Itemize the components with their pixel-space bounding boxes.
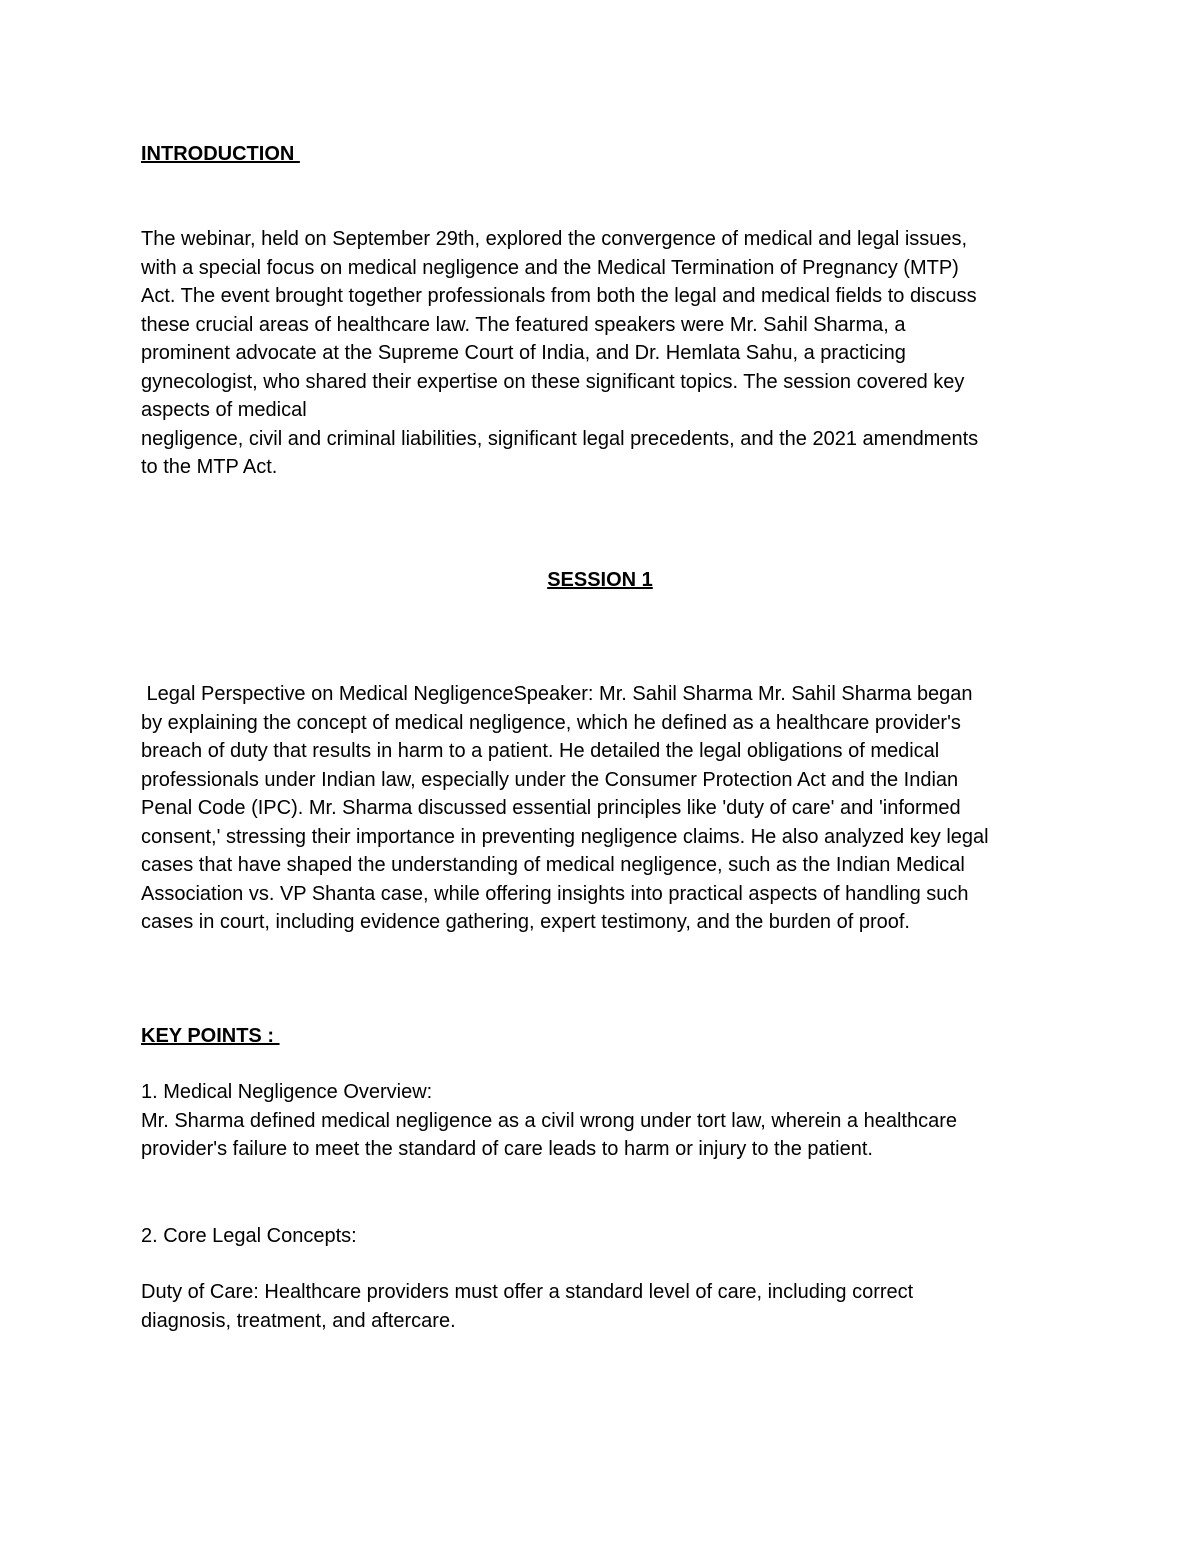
paragraph-line: cases in court, including evidence gathering, expert testimony, and the burden of proof. bbox=[141, 911, 910, 933]
paragraph-line: diagnosis, treatment, and aftercare. bbox=[141, 1309, 456, 1332]
paragraph-line: Association vs. VP Shanta case, while offering insights into practical aspects of handling such bbox=[141, 882, 969, 905]
session-1-heading bbox=[0, 566, 1200, 594]
paragraph-line: gynecologist, who shared their expertise on these significant topics. The session covered key bbox=[141, 370, 965, 393]
paragraph-line: with a special focus on medical negligence and the Medical Termination of Pregnancy (MTP) bbox=[141, 256, 959, 279]
paragraph-line: to the MTP Act. bbox=[141, 456, 278, 478]
paragraph-line: Duty of Care: Healthcare providers must offer a standard level of care, including correct bbox=[141, 1281, 914, 1303]
session-1-heading-text: SESSION 1 bbox=[547, 569, 653, 591]
introduction-paragraph bbox=[141, 225, 1071, 482]
paragraph-line: prominent advocate at the Supreme Court of India, and Dr. Hemlata Sahu, a practicing bbox=[141, 342, 906, 364]
paragraph-line: Act. The event brought together professionals from both the legal and medical fields to discuss bbox=[141, 285, 977, 307]
paragraph-line: The webinar, held on September 29th, explored the convergence of medical and legal issues, bbox=[141, 228, 968, 250]
paragraph-line: these crucial areas of healthcare law. The featured speakers were Mr. Sahil Sharma, a bbox=[141, 313, 906, 336]
paragraph-line: professionals under Indian law, especially under the Consumer Protection Act and the Indian bbox=[141, 768, 959, 791]
key-points-heading: KEY POINTS : bbox=[141, 1025, 280, 1047]
key-point-2-body bbox=[141, 1278, 1071, 1335]
paragraph-line: aspects of medical bbox=[141, 399, 307, 421]
key-point-title: 1. Medical Negligence Overview: bbox=[141, 1081, 433, 1103]
key-point-1 bbox=[141, 1078, 1071, 1164]
paragraph-line: Mr. Sharma defined medical negligence as a civil wrong under tort law, wherein a healthcare bbox=[141, 1109, 957, 1132]
paragraph-line: cases that have shaped the understanding of medical negligence, such as the Indian Medical bbox=[141, 854, 965, 876]
paragraph-line: Legal Perspective on Medical NegligenceSpeaker: Mr. Sahil Sharma Mr. Sahil Sharma began bbox=[141, 683, 973, 705]
key-point-2 bbox=[141, 1222, 1071, 1251]
paragraph-line: negligence, civil and criminal liabilities, significant legal precedents, and the 2021 amendments bbox=[141, 427, 979, 450]
paragraph-line: Penal Code (IPC). Mr. Sharma discussed essential principles like 'duty of care' and 'informed bbox=[141, 797, 961, 819]
session-1-paragraph bbox=[141, 680, 1071, 937]
paragraph-line: by explaining the concept of medical negligence, which he defined as a healthcare provider's bbox=[141, 711, 961, 734]
paragraph-line: consent,' stressing their importance in preventing negligence claims. He also analyzed key legal bbox=[141, 825, 989, 848]
paragraph-line: provider's failure to meet the standard of care leads to harm or injury to the patient. bbox=[141, 1138, 873, 1160]
introduction-heading: INTRODUCTION bbox=[141, 143, 300, 165]
paragraph-line: breach of duty that results in harm to a patient. He detailed the legal obligations of medical bbox=[141, 740, 940, 762]
key-point-title: 2. Core Legal Concepts: bbox=[141, 1225, 357, 1247]
